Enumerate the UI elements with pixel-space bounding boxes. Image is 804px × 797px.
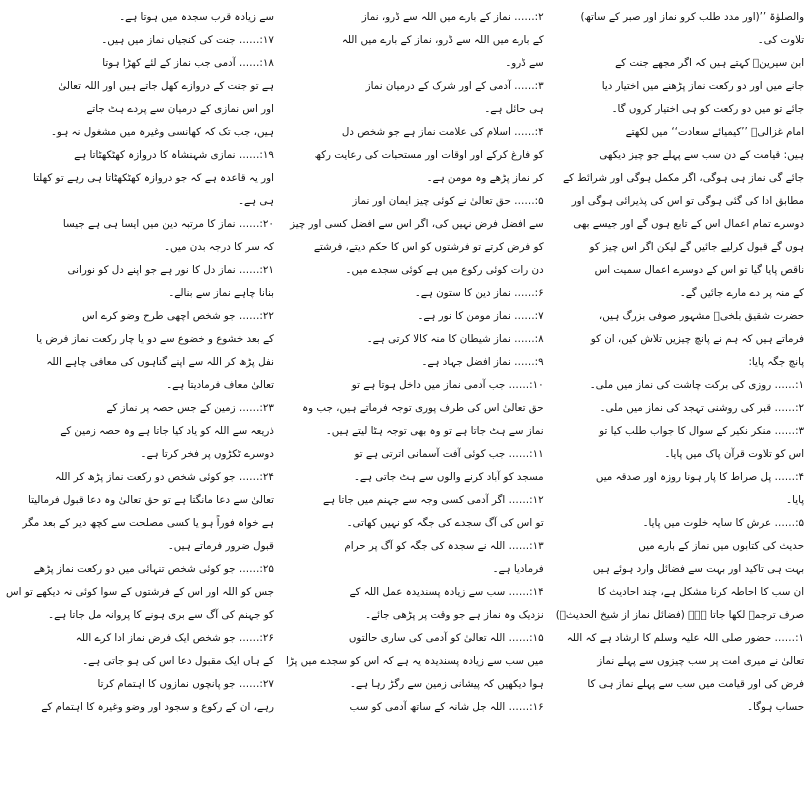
text-line: ۱۸:…… آدمی جب نماز کے لئے کھڑا ہوتا — [102, 57, 274, 69]
text-line: ۲۳:…… زمین کے جس حصہ پر نماز کے — [106, 402, 274, 414]
text-line: ۲۴:…… جو کوئی شخص دو رکعت نماز پڑھ کر اللہ — [54, 471, 274, 483]
text-line: دن رات کوئی رکوع میں ہے کوئی سجدے میں۔ — [345, 264, 544, 276]
text-line: ۱۷:…… جنت کی کنجیاں نماز میں ہیں۔ — [101, 34, 274, 46]
text-line: سے ڈرو۔ — [505, 57, 544, 69]
text-line: اس کو تلاوت قرآن پاک میں پایا۔ — [664, 448, 804, 460]
text-line: پانچ جگہ پایا: — [748, 356, 804, 368]
text-line: ۲۵:…… جو کوئی شخص تنہائی میں دو رکعت نماز پڑھے — [33, 563, 274, 575]
text-line: نفل پڑھ کر اللہ سے اپنے گناہوں کی معافی چاہے اللہ — [46, 356, 274, 368]
text-line: جائے تو میں دو رکعت کو ہی اختیار کروں گا۔ — [611, 103, 804, 115]
column-left — [6, 6, 274, 793]
text-line: ۲:…… قبر کی روشنی تہجد کی نماز میں ملی۔ — [599, 402, 804, 414]
text-line: فرض کی اور قیامت میں سب سے پہلے نماز ہی کا — [587, 678, 804, 690]
text-line: جس کو اللہ اور اس کے فرشتوں کے سوا کوئی نہ دیکھے تو اس — [6, 586, 274, 598]
text-line: ۶:…… نماز دین کا ستون ہے۔ — [414, 287, 544, 299]
text-line: ۸:…… نماز شیطان کا منہ کالا کرتی ہے۔ — [366, 333, 544, 345]
text-line: حضرت شقیق بلخیؒ مشہور صوفی بزرگ ہیں، — [598, 310, 804, 322]
text-line: ۱۴:…… سب سے زیادہ پسندیدہ عمل اللہ کے — [349, 586, 544, 598]
text-line: اور اس نمازی کے درمیان سے پردے ہٹ جاتے — [86, 103, 274, 115]
text-line: ذریعہ سے اللہ کو یاد کیا جاتا ہے وہ حصہ زمین کے — [60, 425, 274, 437]
text-line: ہے خواہ فوراً ہو یا کسی مصلحت سے کچھ دیر کے بعد مگر — [22, 517, 274, 529]
text-line: ۱:…… روزی کی برکت چاشت کی نماز میں ملی۔ — [589, 379, 804, 391]
text-line: ہی حائل ہے۔ — [484, 103, 544, 115]
text-line: ۵:…… عرش کا سایہ خلوت میں پایا۔ — [642, 517, 804, 529]
text-line: ۷:…… نماز مومن کا نور ہے۔ — [417, 310, 544, 322]
text-line: ہے تو جنت کے دروازے کھل جاتے ہیں اور اللہ تعالیٰ — [58, 80, 274, 92]
text-line: کے ہاں ایک مقبول دعا اس کی ہو جاتی ہے۔ — [82, 655, 274, 667]
text-line: جائے گی نماز ہی ہوگی، اگر مکمل ہوگی اور شرائط کے — [562, 172, 804, 184]
text-line: کے بعد خشوع و خضوع سے دو یا چار رکعت نماز فرض یا — [36, 333, 274, 345]
text-line: کو جہنم کی آگ سے بری ہونے کا پروانہ مل جاتا ہے۔ — [48, 609, 274, 621]
text-line: ہی ہے۔ — [237, 195, 274, 207]
text-line: ۱۳:…… اللہ نے سجدہ کی جگہ کو آگ پر حرام — [344, 540, 544, 552]
text-line: ۲۲:…… جو شخص اچھی طرح وضو کرے اس — [82, 310, 274, 322]
text-line: ابن سیرینؒ کہتے ہیں کہ اگر مجھے جنت کے — [615, 57, 804, 69]
text-line: ۹:…… نماز افضل جہاد ہے۔ — [421, 356, 544, 368]
text-line: امام غزالیؒ ’’کیمیائے سعادت‘‘ میں لکھتے — [625, 126, 804, 138]
text-line: مطابق ادا کی گئی ہوگی تو اس کی پذیرائی ہوگی اور — [571, 195, 804, 207]
text-line: تعالیٰ معاف فرمادیتا ہے۔ — [166, 379, 274, 391]
text-line: ۱۱:…… جب کوئی آفت آسمانی اترتی ہے تو — [354, 448, 544, 460]
text-line: بنانا چاہے نماز سے بنالے۔ — [168, 287, 274, 299]
text-line: حق تعالیٰ اس کی طرف پوری توجہ فرماتے ہیں، جب وہ — [302, 402, 544, 414]
text-line: ۱۶:…… اللہ جل شانہ کے ساتھ آدمی کو سب — [349, 701, 544, 713]
text-line: ہیں: قیامت کے دن سب سے پہلے جو چیز دیکھی — [599, 149, 804, 161]
text-line: دوسرے ٹکڑوں پر فخر کرتا ہے۔ — [140, 448, 274, 460]
text-line: ۳:…… آدمی کے اور شرک کے درمیان نماز — [365, 80, 544, 92]
text-line: کو فرض کرتے تو فرشتوں کو اس کا حکم دیتے، فرشتے — [313, 241, 544, 253]
text-line: ۲۱:…… نماز دل کا نور ہے جو اپنے دل کو نورانی — [67, 264, 274, 276]
text-line: صرف ترجمہ لکھا جاتا ہے۔ (فضائل نماز از شیخ الحدیثؒ) — [555, 609, 804, 621]
text-line: ۲۷:…… جو پانچوں نمازوں کا اہتمام کرتا — [97, 678, 274, 690]
text-line: نزدیک وہ نماز ہے جو وقت پر پڑھی جائے۔ — [365, 609, 544, 621]
column-right — [556, 6, 804, 793]
text-line: ۵:…… حق تعالیٰ نے کوئی چیز ایمان اور نماز — [352, 195, 544, 207]
text-line: ان سب کا احاطہ کرنا مشکل ہے، چند احادیث کا — [597, 586, 804, 598]
text-line: ۴:…… پل صراط کا پار ہونا روزہ اور صدقہ میں — [595, 471, 804, 483]
text-line: ۲۶:…… جو شخص ایک فرض نماز ادا کرے اللہ — [75, 632, 274, 644]
text-line: ۲۰:…… نماز کا مرتبہ دین میں ایسا ہی ہے جیسا — [62, 218, 274, 230]
text-line: ہوا دیکھیں کہ پیشانی زمین سے رگڑ رہا ہے۔ — [349, 678, 544, 690]
text-line: جانے میں اور دو رکعت نماز پڑھنے میں اختیار دیا — [601, 80, 804, 92]
text-line: ۴:…… اسلام کی علامت نماز ہے جو شخص دل — [341, 126, 544, 138]
text-line: ۲:…… نماز کے بارے میں اللہ سے ڈرو، نماز — [361, 11, 544, 23]
text-line: کے منہ پر دے مارے جائیں گے۔ — [679, 287, 804, 299]
text-line: ہوں گے قبول کرلیے جائیں گے لیکن اگر اس چیز کو — [589, 241, 804, 253]
text-line: تو اس کی آگ سجدے کی جگہ کو نہیں کھاتی۔ — [346, 517, 544, 529]
text-line: ہیں، جب تک کہ کھانسی وغیرہ میں مشغول نہ ہو۔ — [50, 126, 274, 138]
text-line: کے بارے میں اللہ سے ڈرو، نماز کے بارے میں اللہ — [341, 34, 544, 46]
text-line: تلاوت کی۔ — [757, 34, 804, 46]
text-line: فرماتے ہیں کہ ہم نے پانچ چیزیں تلاش کیں، ان کو — [590, 333, 804, 345]
text-line: ۱۲:…… اگر آدمی کسی وجہ سے جہنم میں جاتا ہے — [323, 494, 544, 506]
text-line: مسجد کو آباد کرنے والوں سے ہٹ جاتی ہے۔ — [353, 471, 544, 483]
text-line: ۱۰:…… جب آدمی نماز میں داخل ہوتا ہے تو — [351, 379, 544, 391]
text-line: اور یہ قاعدہ ہے کہ جو دروازہ کھٹکھٹاتا ہی رہے تو کھلتا — [32, 172, 274, 184]
text-line: فرمادیا ہے۔ — [492, 563, 544, 575]
text-line: ۱۵:…… اللہ تعالیٰ کو آدمی کی ساری حالتوں — [348, 632, 544, 644]
text-line: کر نماز پڑھے وہ مومن ہے۔ — [426, 172, 544, 184]
text-line: ۱۹:…… نمازی شہنشاہ کا دروازہ کھٹکھٹاتا ہے — [74, 149, 274, 161]
column-middle — [286, 6, 544, 793]
text-line: بہت ہی تاکید اور بہت سے فضائل وارد ہوئے ہیں — [592, 563, 804, 575]
text-line: تعالیٰ نے میری امت پر سب چیزوں سے پہلے نماز — [597, 655, 804, 667]
text-line: ۳:…… منکر نکیر کے سوال کا جواب طلب کیا تو — [599, 425, 804, 437]
text-line: ۱:…… حضور صلی اللہ علیہ وسلم کا ارشاد ہے کہ اللہ — [566, 632, 804, 644]
text-line: حدیث کی کتابوں میں نماز کے بارے میں — [638, 540, 804, 552]
text-line: میں سب سے زیادہ پسندیدہ یہ ہے کہ اس کو سجدے میں پڑا — [285, 655, 544, 667]
text-line: دوسرے تمام اعمال اس کے تابع ہوں گے اور جیسے بھی — [573, 218, 804, 230]
text-line: سے زیادہ قرب سجدہ میں ہوتا ہے۔ — [119, 11, 274, 23]
text-line: کہ سر کا درجہ بدن میں۔ — [164, 241, 274, 253]
text-line: کو فارغ کرکے اور اوقات اور مستحبات کی رعایت رکھ — [314, 149, 544, 161]
text-line: حساب ہوگا۔ — [746, 701, 804, 713]
text-line: والصلوٰۃ ’’(اور مدد طلب کرو نماز اور صبر کے ساتھ) — [580, 11, 804, 23]
text-line: نماز سے ہٹ جاتا ہے تو وہ بھی توجہ ہٹا لیتے ہیں۔ — [325, 425, 544, 437]
text-columns — [6, 6, 804, 793]
text-line: رہے، ان کے رکوع و سجود اور وضو وغیرہ کا اہتمام کے — [41, 701, 274, 713]
text-line: تعالیٰ سے دعا مانگتا ہے تو حق تعالیٰ وہ دعا قبول فرمالیتا — [27, 494, 274, 506]
text-line: ناقص پایا گیا تو اس کے دوسرے اعمال سمیت اس — [594, 264, 804, 276]
text-line: سے افضل فرض نہیں کی، اگر اس سے افضل کسی اور چیز — [290, 218, 544, 230]
text-line: پایا۔ — [786, 494, 804, 506]
text-line: قبول ضرور فرماتے ہیں۔ — [167, 540, 274, 552]
